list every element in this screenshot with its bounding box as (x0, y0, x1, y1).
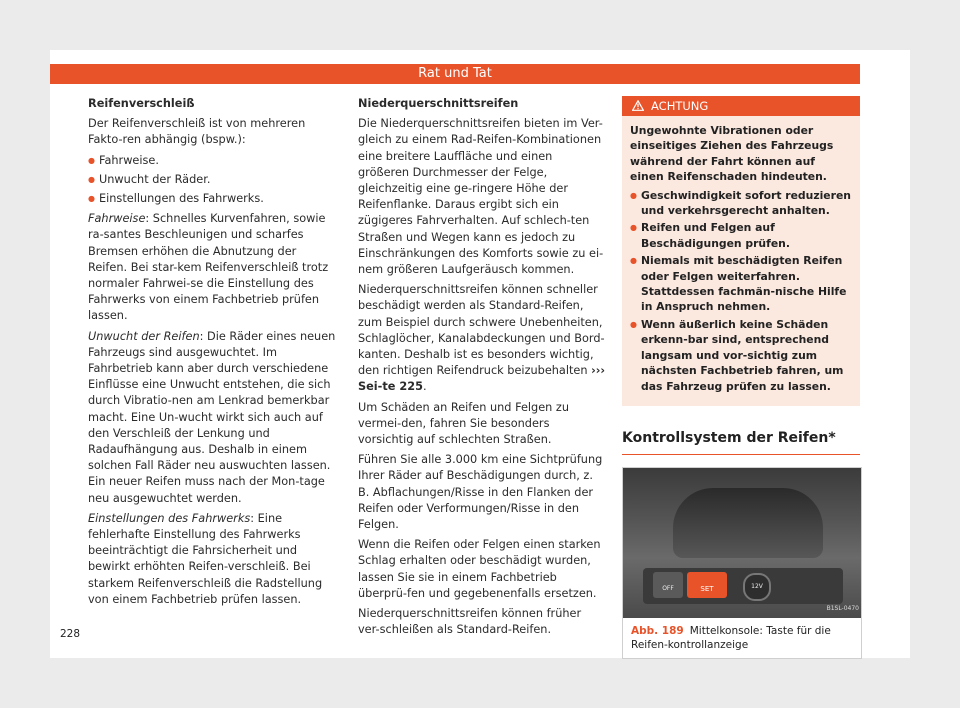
warning-header (622, 96, 860, 116)
console-recess (673, 488, 823, 558)
text-imbalance: : Die Räder eines neuen Fahrzeugs sind ausgewuchtet. Im Fahrbetrieb kann aber durch verschiedene Einflüsse eine Unwucht entstehen, die sich durch Vibratio-nen am Lenkrad bemerkbar macht. Eine Un-wucht wirkt sich auch auf den Verschleiß der Lenkung und Radaufhängung aus. Deshalb in einem solchen Fall Räder neu auswuchten lassen. Ein neuer Reifen muss nach der Mon-tage neu ausgewuchtet werden. (88, 329, 336, 505)
text-driving: : Schnelles Kurvenfahren, sowie ra-santes Beschleunigen und scharfes Bremsen erhöhen die Abnutzung der Reifen. Bei star-kem Reifenverschleiß trotz normaler Fahrwei-se die Einstellung des Fahrwerks von einem Fachbetrieb prüfen lassen. (88, 212, 329, 323)
caption-text: Mittelkonsole: Taste für die Reifen-kontrollanzeige (631, 625, 831, 652)
warning-triangle-icon (632, 97, 644, 117)
column-tire-wear (88, 96, 338, 612)
paragraph: Niederquerschnittsreifen können schneller beschädigt werden als Standard-Reifen, zum Beispiel durch schwere Unebenheiten, Schlaglöcher, Kanalabdeckungen und Bord-kanten. Deshalb ist es besonders wichtig, den richtigen Reifendruck beizubehalten ››› Sei-te 225. (358, 283, 606, 394)
lead-driving: Fahrweise (88, 212, 146, 226)
tire-monitor-set-button: SET (687, 572, 727, 598)
section-title: Kontrollsystem der Reifen* (622, 430, 860, 455)
lead-suspension: Einstellungen des Fahrwerks (88, 511, 251, 525)
paragraph: Niederquerschnittsreifen können früher ver-schleißen als Standard-Reifen. (358, 607, 582, 637)
list-item: ● Wenn äußerlich keine Schäden erkenn-bar sind, entsprechend langsam und vor-sichtig zum nächsten Fachbetrieb fahren, um das Fahrzeug prüfen zu lassen. (630, 317, 852, 394)
paragraph: Die Niederquerschnittsreifen bieten im Ver-gleich zu einem Rad-Reifen-Kombinationen eine breitere Lauffläche und einen größeren Durchmesser der Felge, gleichzeitig eine ge-ringere Höhe der Reifenflanke. Daraus ergibt sich ein zügigeres Fahrverhalten. Auf schlech-ten Straßen und Wegen kann es jedoch zu Einschränkungen des Komforts sowie zu ei-nem größeren Laufgeräusch kommen. (358, 117, 604, 277)
page-reference-link[interactable]: ››› Sei-te 225 (358, 364, 606, 394)
heading-tire-wear: Reifenverschleiß (88, 97, 195, 110)
socket-12v: 12V (743, 573, 771, 601)
list-item: ● Niemals mit beschädigten Reifen oder Felgen weiterfahren. Stattdessen fachmän-nische Hilfe in Anspruch nehmen. (630, 253, 852, 315)
list-item: ● Unwucht der Räder. (88, 172, 338, 188)
figure-center-console (622, 467, 862, 659)
paragraph-suspension (88, 511, 338, 608)
paragraph: Führen Sie alle 3.000 km eine Sichtprüfung Ihrer Räder auf Beschädigungen durch, z. B. Abflachungen/Risse in den Flanken der Reifen oder Verformungen/Risse in den Felgen. (358, 453, 603, 532)
warning-body (622, 116, 860, 406)
paragraph: Um Schäden an Reifen und Felgen zu vermei-den, fahren Sie besonders vorsichtig auf schlechten Straßen. (358, 400, 569, 447)
warning-box (622, 96, 860, 406)
center-console-photo (623, 468, 861, 618)
chapter-header: Rat und Tat (50, 64, 860, 84)
paragraph-imbalance (88, 329, 338, 507)
column-low-profile-tires (358, 96, 606, 643)
list-item: ● Fahrweise. (88, 153, 338, 169)
lead-imbalance: Unwucht der Reifen (88, 329, 200, 343)
text-suspension: : Eine fehlerhafte Einstellung des Fahrwerks beeinträchtigt die Fahrsicherheit und bewirkt erhöhten Reifen-verschleiß. Bei starkem Reifenverschleiß die Radstellung von einem Fachbetrieb prüfen lassen. (88, 511, 323, 606)
esc-off-button: OFF (653, 572, 683, 598)
list-item: ● Einstellungen des Fahrwerks. (88, 191, 338, 207)
page-number: 228 (60, 628, 81, 640)
paragraph: Wenn die Reifen oder Felgen einen starken Schlag erhalten oder beschädigt wurden, lassen Sie sie in einem Fachbetrieb überprü-fen und gegebenenfalls ersetzen. (358, 538, 601, 600)
warning-title: ACHTUNG (651, 99, 709, 113)
manual-page (50, 50, 910, 658)
factor-list (88, 153, 338, 208)
column-warning-and-figure (622, 96, 860, 659)
warning-intro: Ungewohnte Vibrationen oder einseitiges Ziehen des Fahrzeugs während der Fahrt können auf einen Reifenschaden hindeuten. (630, 124, 834, 184)
list-item: ● Geschwindigkeit sofort reduzieren und verkehrsgerecht anhalten. (630, 188, 852, 219)
heading-low-profile: Niederquerschnittsreifen (358, 97, 519, 110)
figure-code: B1SL-0470 (826, 604, 859, 612)
figure-caption (623, 618, 861, 658)
list-item: ● Reifen und Felgen auf Beschädigungen prüfen. (630, 220, 852, 251)
intro-text: Der Reifenverschleiß ist von mehreren Fakto-ren abhängig (bspw.): (88, 117, 306, 147)
figure-label: Abb. 189 (631, 625, 684, 638)
paragraph-driving (88, 211, 338, 324)
warning-list (630, 188, 852, 394)
